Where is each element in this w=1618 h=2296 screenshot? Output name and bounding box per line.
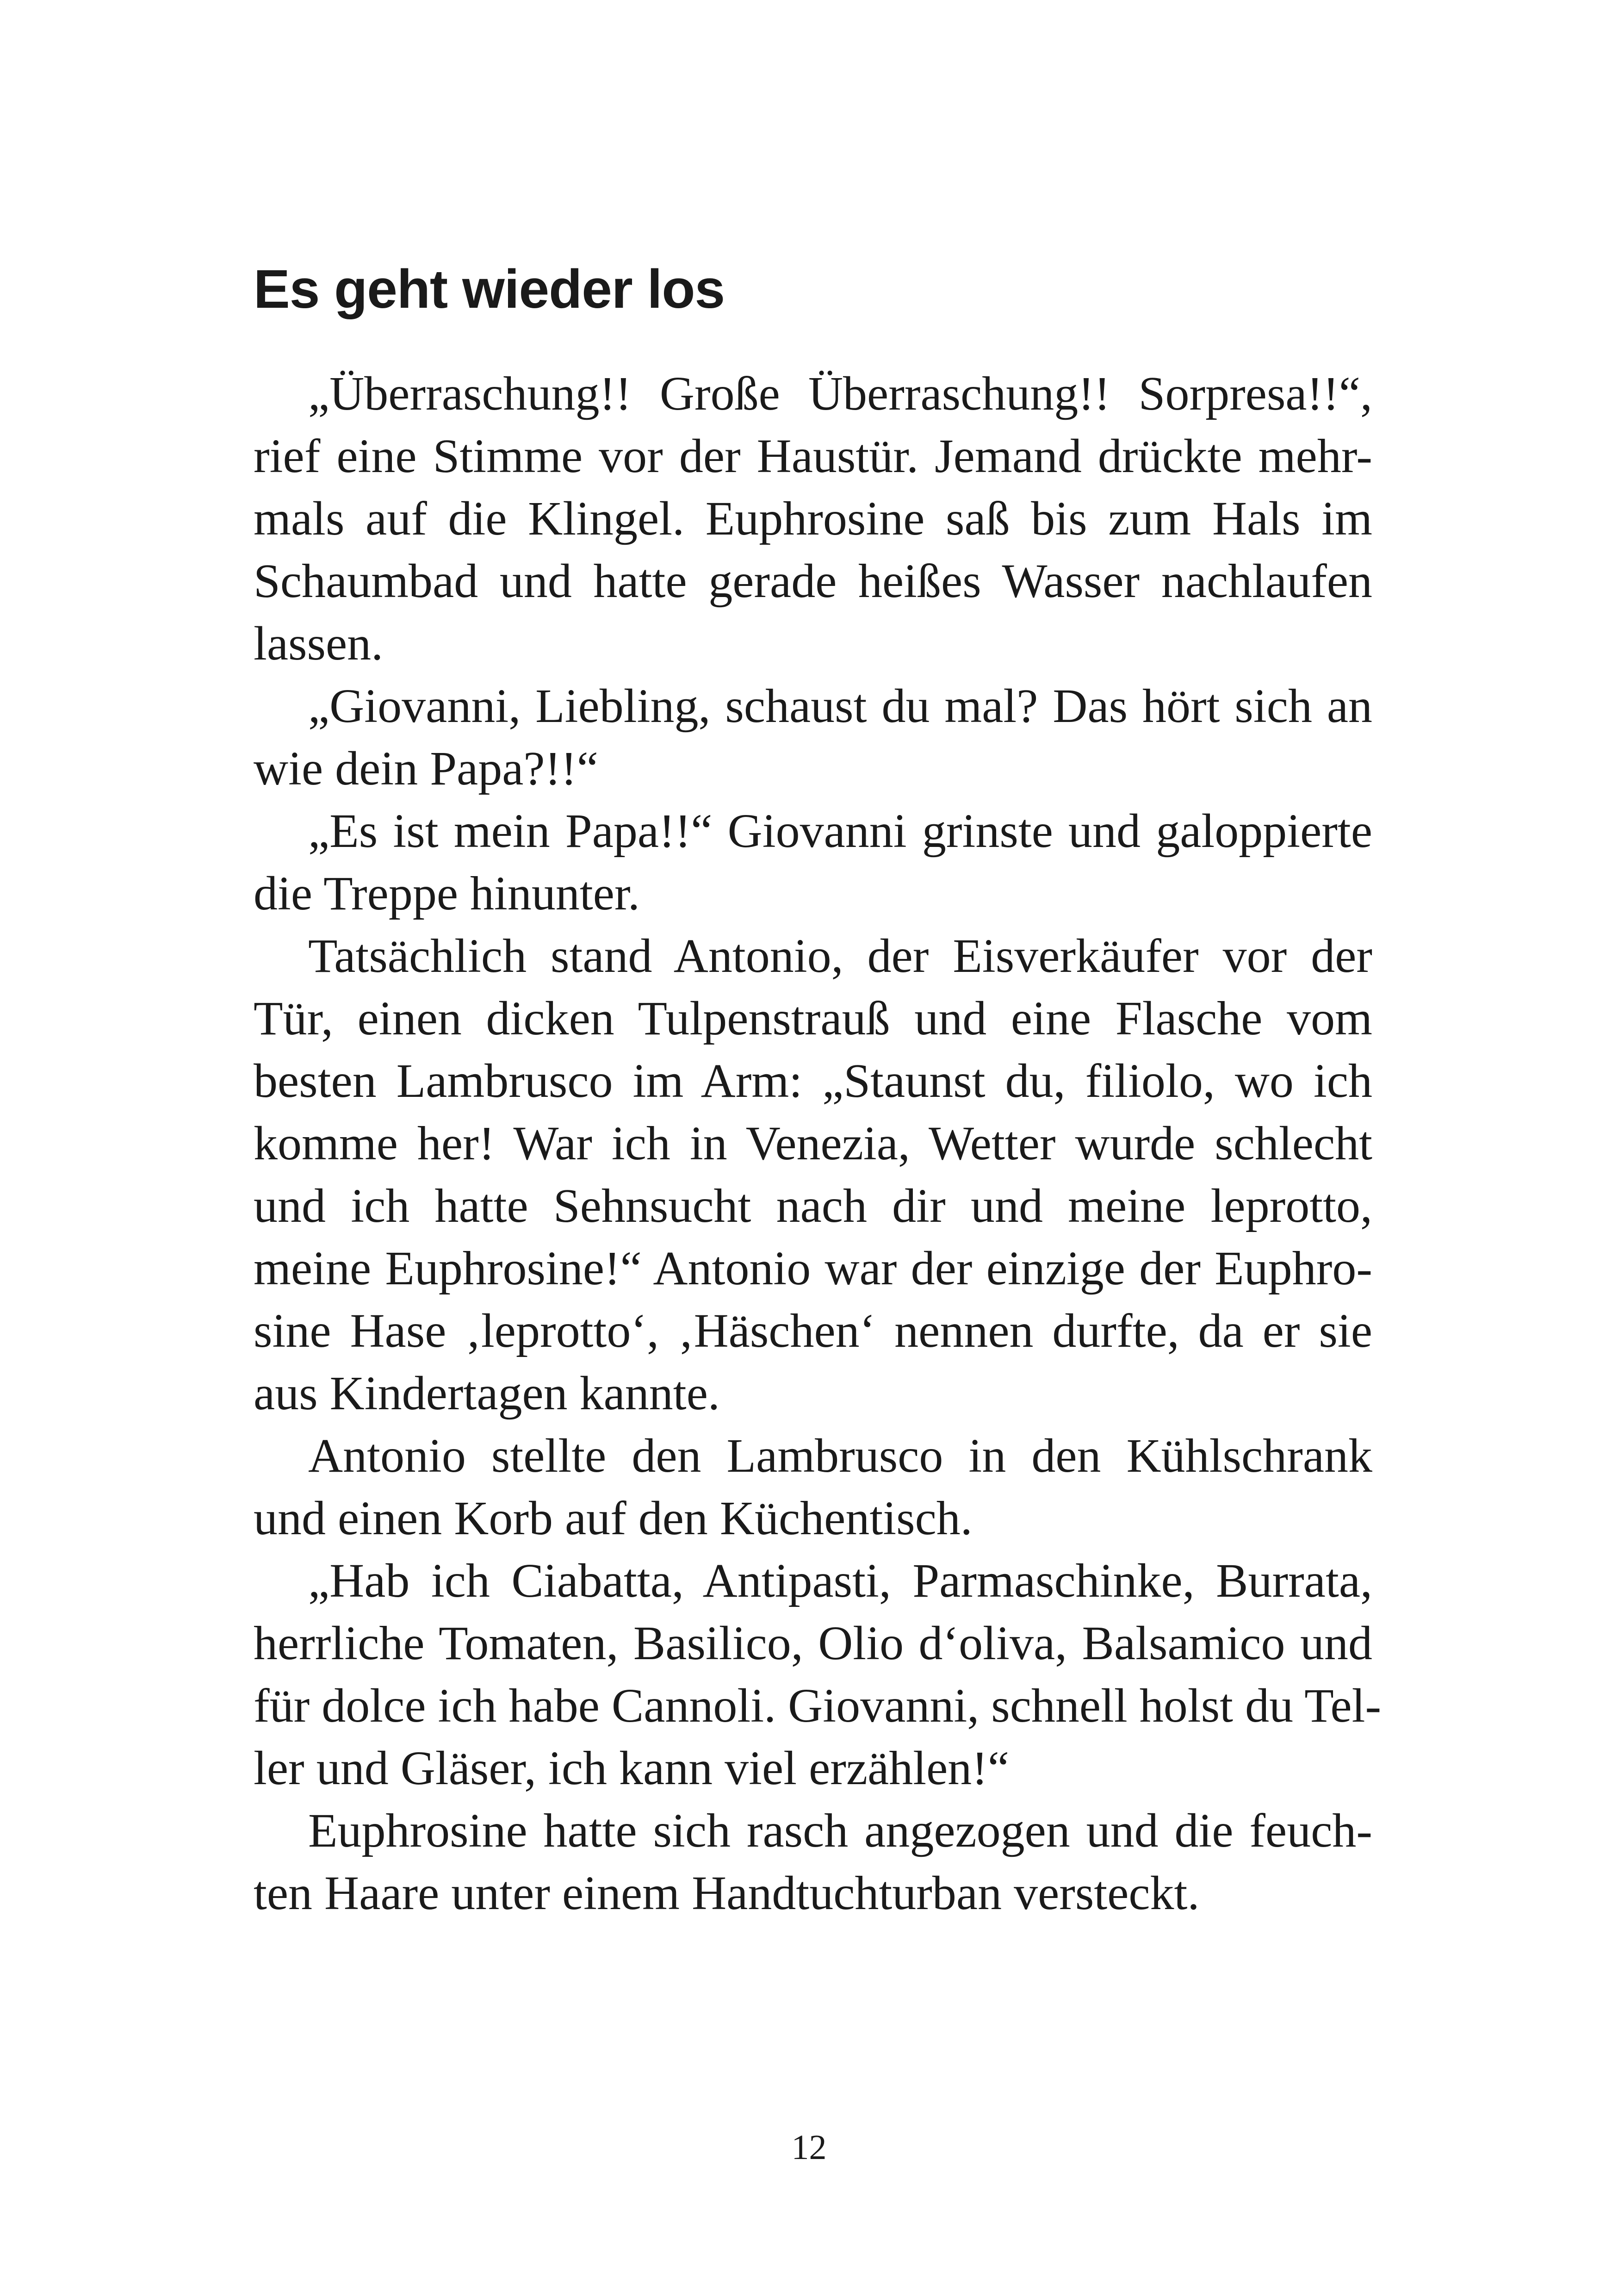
text-line: ler und Gläser, ich kann viel erzählen!“	[254, 1742, 1010, 1795]
text-line: „Hab ich Ciabatta, Antipasti, Parmaschinke, Burrata,	[308, 1554, 1372, 1607]
text-line: herrliche Tomaten, Basilico, Olio d‘oliva, Balsamico und	[254, 1617, 1372, 1670]
text-line: mals auf die Klingel. Euphrosine saß bis zum Hals im	[254, 492, 1372, 545]
chapter-title: Es geht wieder los	[254, 259, 725, 320]
text-line: sine Hase ‚leprotto‘, ‚Häschen‘ nennen durfte, da er sie	[254, 1304, 1372, 1357]
text-line: „Es ist mein Papa!!“ Giovanni grinste und galoppierte	[308, 804, 1372, 858]
text-line: rief eine Stimme vor der Haustür. Jemand drückte mehr-	[254, 429, 1372, 483]
text-line: „Giovanni, Liebling, schaust du mal? Das hört sich an	[308, 679, 1372, 733]
text-line: ten Haare unter einem Handtuchturban versteckt.	[254, 1867, 1200, 1920]
chapter-body	[254, 362, 1382, 1924]
text-line: für dolce ich habe Cannoli. Giovanni, schnell holst du Tel-	[254, 1679, 1382, 1732]
text-line: Antonio stellte den Lambrusco in den Kühlschrank	[308, 1429, 1372, 1482]
text-line: lassen.	[254, 617, 384, 670]
text-line: und ich hatte Sehnsucht nach dir und meine leprotto,	[254, 1179, 1372, 1232]
text-line: komme her! War ich in Venezia, Wetter wurde schlecht	[254, 1117, 1372, 1170]
text-line: aus Kindertagen kannte.	[254, 1367, 720, 1420]
page-number: 12	[791, 2128, 827, 2167]
text-line: Tatsächlich stand Antonio, der Eisverkäufer vor der	[308, 929, 1372, 983]
text-line: Schaumbad und hatte gerade heißes Wasser nachlaufen	[254, 554, 1372, 608]
text-line: „Überraschung!! Große Überraschung!! Sorpresa!!“,	[308, 367, 1372, 420]
text-line: und einen Korb auf den Küchentisch.	[254, 1492, 973, 1545]
text-line: wie dein Papa?!!“	[254, 742, 598, 795]
text-line: Euphrosine hatte sich rasch angezogen und die feuch-	[308, 1804, 1372, 1857]
text-line: die Treppe hinunter.	[254, 867, 640, 920]
text-line: besten Lambrusco im Arm: „Staunst du, filiolo, wo ich	[254, 1054, 1372, 1108]
text-line: Tür, einen dicken Tulpenstrauß und eine Flasche vom	[254, 992, 1372, 1045]
text-line: meine Euphrosine!“ Antonio war der einzige der Euphro-	[254, 1242, 1372, 1295]
